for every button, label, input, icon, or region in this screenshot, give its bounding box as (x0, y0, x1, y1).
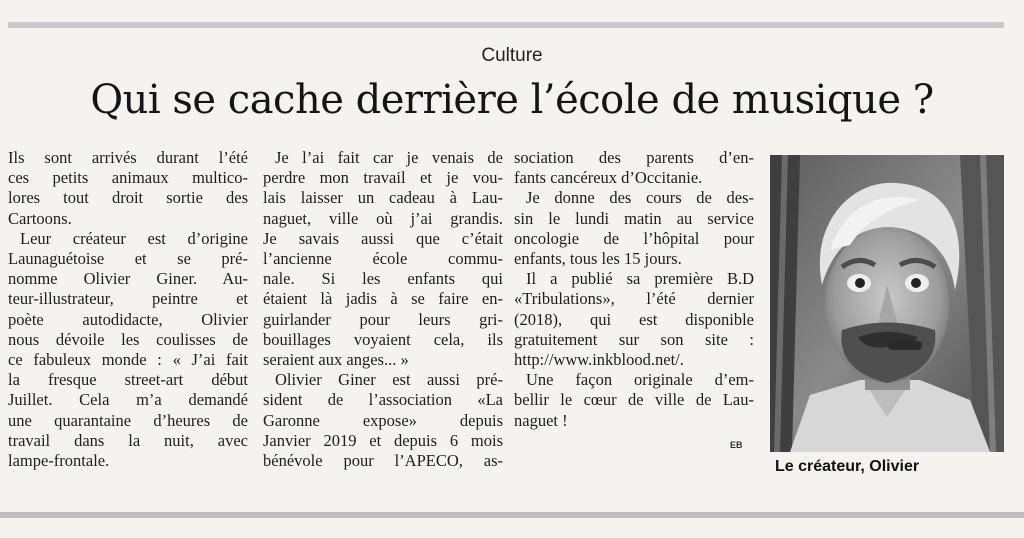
text-line: nomme Olivier Giner. Au- (8, 269, 248, 289)
text-line: fants cancéreux d’Occitanie. (514, 168, 703, 188)
text-line: poète autodidacte, Olivier (8, 309, 248, 329)
text-line: nous dévoile les coulisses de (8, 329, 248, 349)
text-line: Il a publié sa première B.D (526, 269, 754, 289)
text-line: oncologie de l’hôpital pour (514, 228, 754, 248)
text-line: «Tribulations», l’été dernier (514, 289, 754, 309)
text-line: naguet ! (514, 410, 568, 430)
photo-caption: Le créateur, Olivier (775, 458, 920, 475)
text-line: Ils sont arrivés durant l’été (8, 148, 248, 167)
text-line: Cartoons. (8, 208, 72, 228)
portrait-illustration (770, 155, 1004, 452)
text-line: sin le lundi matin au service (514, 208, 754, 228)
bottom-rule (0, 512, 1024, 518)
text-line: teur-illustrateur, peintre et (8, 289, 248, 309)
text-line: Je l’ai fait car je venais de (275, 148, 503, 167)
author-signature: EB (730, 440, 743, 450)
article-column-1 (8, 148, 248, 471)
text-line: Je donne des cours de des- (526, 188, 754, 208)
text-line: travail dans la nuit, avec (8, 430, 248, 450)
text-line: bénévole pour l’APECO, as- (263, 451, 503, 471)
text-line: lores tout droit sortie des (8, 188, 248, 208)
text-line: perdre mon travail et je vou- (263, 168, 503, 188)
text-line: gratuitement sur son site : (514, 329, 754, 349)
text-line: (2018), qui est disponible (514, 309, 754, 329)
text-line: étaient là jadis à se faire en- (263, 289, 503, 309)
text-line: bellir le cœur de ville de Lau- (514, 390, 754, 410)
text-line: naguet, ville où j’ai grandis. (263, 208, 503, 228)
text-line: la fresque street-art début (8, 370, 248, 390)
text-line: lampe-frontale. (8, 451, 110, 471)
text-line: Garonne expose» depuis (263, 410, 503, 430)
text-line: Launaguétoise et se pré- (8, 249, 248, 269)
text-line: Je savais aussi que c’était (263, 228, 503, 248)
section-rubric: Culture (481, 45, 543, 66)
text-line: sident de l’association «La (263, 390, 503, 410)
text-line: Janvier 2019 et depuis 6 mois (263, 430, 503, 450)
top-rule (8, 22, 1004, 28)
text-line: Juillet. Cela m’a demandé (8, 390, 248, 410)
text-line: nale. Si les enfants qui (263, 269, 503, 289)
text-line: Leur créateur est d’origine (20, 228, 248, 248)
text-line: guirlander pour leurs gri- (263, 309, 503, 329)
text-line: http://www.inkblood.net/. (514, 350, 684, 370)
text-line: seraient aux anges... » (263, 350, 409, 370)
text-line: l’ancienne école commu- (263, 249, 503, 269)
text-line: ce fabuleux monde : « J’ai fait (8, 350, 248, 370)
text-line: ces petits animaux multico- (8, 168, 248, 188)
article-column-2 (263, 148, 503, 471)
creator-photo (770, 155, 1004, 452)
text-line: Olivier Giner est aussi pré- (275, 370, 503, 390)
text-line: lais laisser un cadeau à Lau- (263, 188, 503, 208)
text-line: Une façon originale d’em- (526, 370, 754, 390)
article-column-3 (514, 148, 754, 431)
text-line: bouillages voyaient cela, ils (263, 329, 503, 349)
article-headline: Qui se cache derrière l’école de musique ? (90, 77, 934, 123)
text-line: enfants, tous les 15 jours. (514, 249, 682, 269)
text-line: sociation des parents d’en- (514, 148, 754, 167)
text-line: une quarantaine d’heures de (8, 410, 248, 430)
